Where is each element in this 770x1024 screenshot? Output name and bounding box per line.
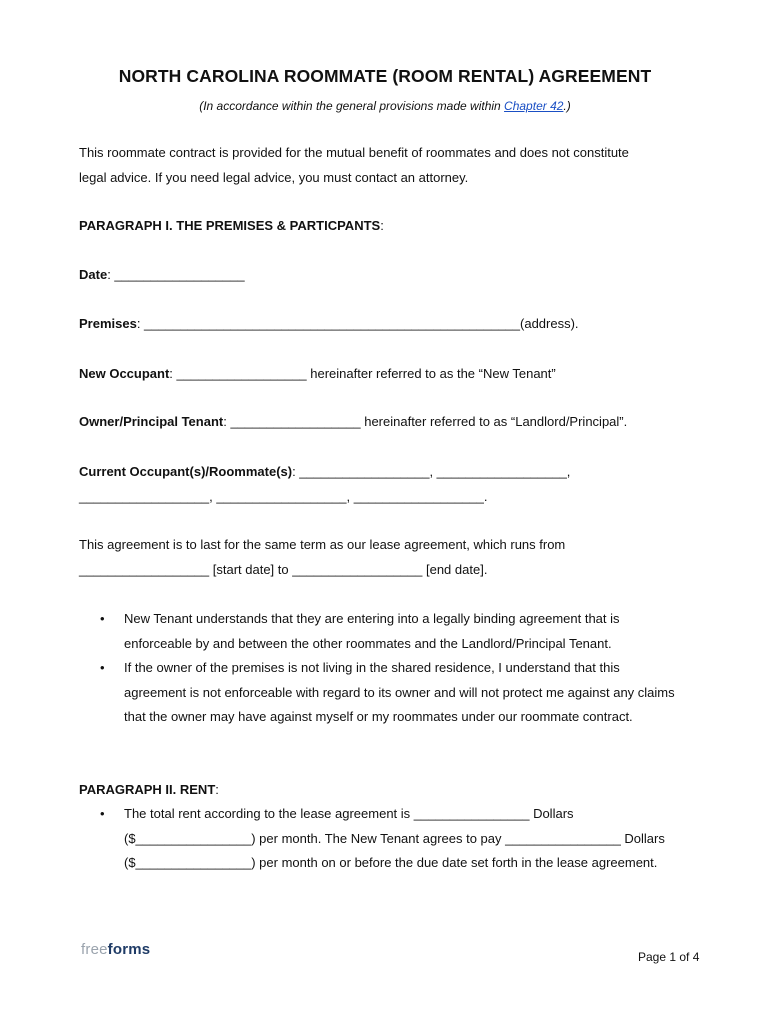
- premises-blank[interactable]: : ____________________________________________________(address).: [136, 316, 579, 331]
- current-occupants-label: Current Occupant(s)/Roommate(s): [79, 464, 293, 479]
- current-occupants-field[interactable]: [79, 460, 699, 509]
- paragraph-2-heading: PARAGRAPH II. RENT:: [79, 782, 219, 797]
- intro-line-2: legal advice. If you need legal advice, you must contact an attorney.: [79, 169, 469, 185]
- new-occupant-blank[interactable]: : __________________ hereinafter referred to as the “New Tenant”: [169, 366, 556, 381]
- page-number: Page 1 of 4: [638, 950, 700, 964]
- premises-field[interactable]: [79, 312, 699, 337]
- term-paragraph: [79, 533, 699, 582]
- owner-field[interactable]: [79, 410, 699, 435]
- chapter-42-link[interactable]: Chapter 42: [504, 99, 564, 113]
- paragraph-1-bullets: [79, 607, 679, 730]
- paragraph-1-heading: PARAGRAPH I. THE PREMISES & PARTICPANTS:: [79, 218, 384, 233]
- date-field[interactable]: [79, 263, 699, 288]
- new-occupant-field[interactable]: [79, 362, 699, 387]
- term-line-2[interactable]: __________________ [start date] to __________________ [end date].: [79, 561, 488, 577]
- subtitle-prefix: (In accordance within the general provisions made within: [199, 99, 505, 113]
- freeforms-logo: freeforms: [81, 941, 151, 958]
- owner-blank[interactable]: : __________________ hereinafter referred to as “Landlord/Principal”.: [223, 414, 628, 429]
- subtitle-suffix: .): [563, 99, 571, 113]
- document-subtitle: [0, 99, 770, 113]
- new-occupant-label: New Occupant: [79, 366, 170, 381]
- document-title: NORTH CAROLINA ROOMMATE (ROOM RENTAL) AGREEMENT: [118, 66, 652, 86]
- owner-label: Owner/Principal Tenant: [79, 414, 224, 429]
- intro-line-1: This roommate contract is provided for the mutual benefit of roommates and does not constitute: [79, 145, 629, 160]
- intro-paragraph: [79, 141, 699, 190]
- list-item[interactable]: • The total rent according to the lease agreement is ________________ Dollars ($________________) per month. The New Tenant agrees to pay ________________ Dollars ($________________) per month on or before the due date set forth in the lease agreement.: [79, 802, 679, 876]
- paragraph-2-bullets: [79, 802, 679, 876]
- term-line-1: This agreement is to last for the same term as our lease agreement, which runs from: [79, 537, 566, 552]
- premises-label: Premises: [79, 316, 137, 331]
- current-occupants-blank-2[interactable]: __________________, __________________, __________________.: [79, 488, 488, 504]
- list-item: • New Tenant understands that they are entering into a legally binding agreement that is enforceable by and between the other roommates and the Landlord/Principal Tenant.: [79, 607, 679, 656]
- date-blank[interactable]: : __________________: [107, 267, 245, 282]
- list-item: • If the owner of the premises is not living in the shared residence, I understand that this agreement is not enforceable with regard to its owner and will not protect me against any claims that the owner may have against myself or my roommates under our roommate contract.: [79, 656, 679, 730]
- current-occupants-blank-1[interactable]: : __________________, __________________,: [292, 464, 571, 479]
- date-label: Date: [79, 267, 108, 282]
